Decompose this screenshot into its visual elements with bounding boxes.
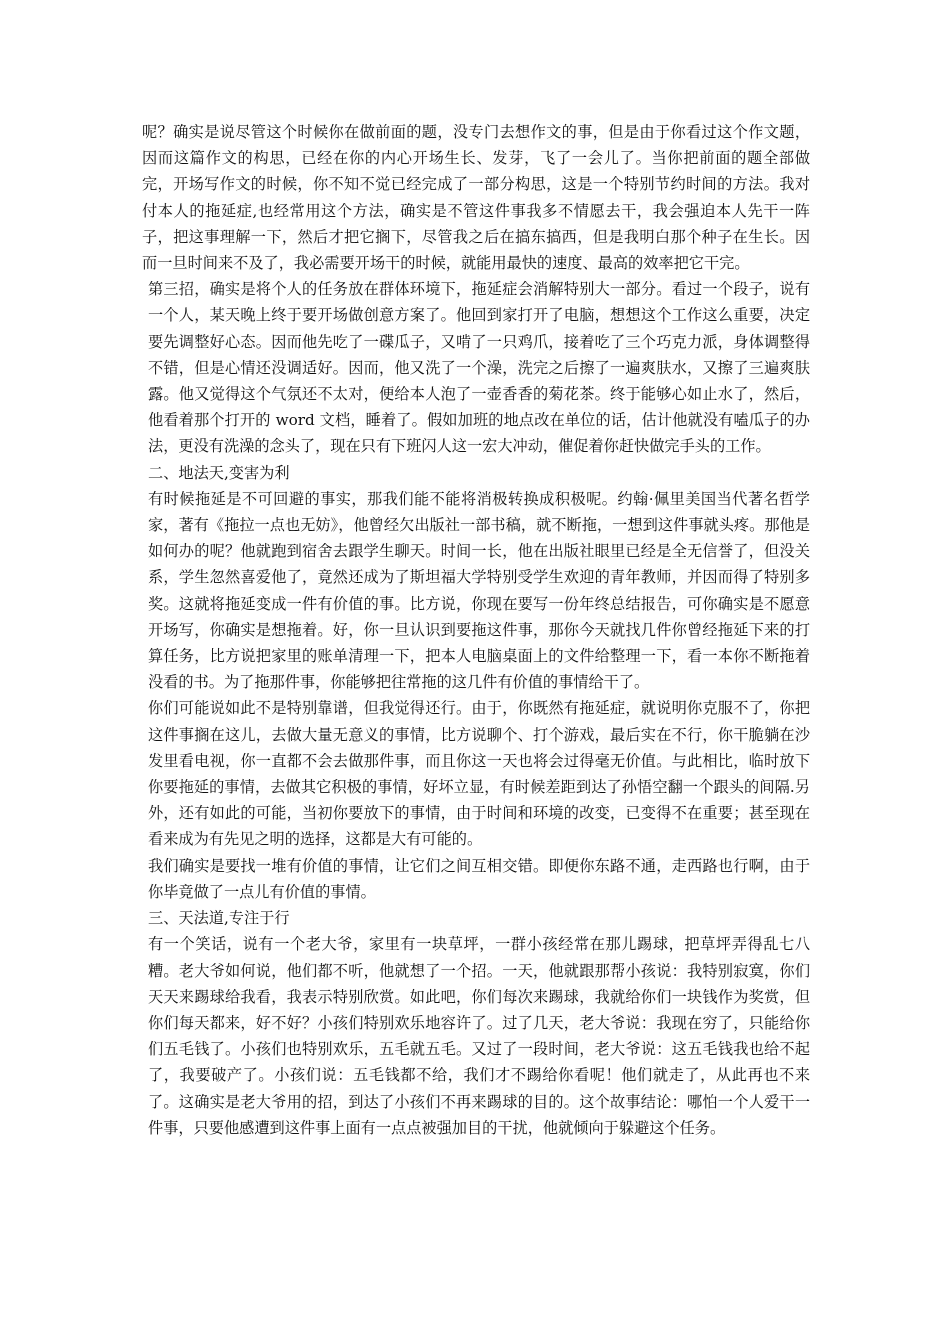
- paragraph-not-reliable: 你们可能说如此不是特别靠谱，但我觉得还行。由于，你既然有拖延症，就说明你克服不了，你把这件事搁在这儿，去做大量无意义的事情，比方说聊个、打个游戏，最后实在不行，你干脆躺在沙发里看电视，你一直都不会去做那件事，而且你这一天也将会过得毫无价值。与此相比，临时放下你要拖延的事情，去做其它积极的事情，好坏立显，有时候差距到达了孙悟空翻一个跟头的间隔.另外，还有如此的可能，当初你要放下的事情，由于时间和环境的改变，已变得不在重要；甚至现在看来成为有先见之明的选择，这都是大有可能的。: [148, 699, 810, 849]
- section-heading-3: 三、天法道,专注于行: [148, 909, 290, 928]
- paragraph-old-man-story: 有一个笑话，说有一个老大爷，家里有一块草坪，一群小孩经常在那儿踢球，把草坪弄得乱七八糟。老大爷如何说，他们都不听，他就想了一个招。一天，他就跟那帮小孩说：我特别寂寞，你们天天来踢球给我看，我表示特别欣赏。如此吧，你们每次来踢球，我就给你们一块钱作为奖赏，但你们每天都来，好不好？小孩们特别欢乐地容许了。过了几天，老大爷说：我现在穷了，只能给你们五毛钱了。小孩们也特别欢乐，五毛就五毛。又过了一段时间，老大爷说：这五毛钱我也给不起了，我要破产了。小孩们说：五毛钱都不给，我们才不踢给你看呢！他们就走了，从此再也不来了。这确实是老大爷用的招，到达了小孩们不再来踢球的目的。这个故事结论：哪怕一个人爱干一件事，只要他感遭到这件事上面有一点点被强加目的干扰，他就倾向于躲避这个任务。: [148, 935, 810, 1137]
- paragraph-john-perry: 有时候拖延是不可回避的事实，那我们能不能将消极转换成积极呢。约翰·佩里美国当代著名哲学家，著有《拖拉一点也无妨》，他曾经欠出版社一部书稿，就不断拖，一想到这件事就头疼。那他是如何办的呢？他就跑到宿舍去跟学生聊天。时间一长，他在出版社眼里已经是全无信誉了，但没关系，学生忽然喜爱他了，竟然还成为了斯坦福大学特别受学生欢迎的青年教师，并因而得了特别多奖。这就将拖延变成一件有价值的事。比方说，你现在要写一份年终总结报告，可你确实是不愿意开场写，你确实是想拖着。好，你一旦认识到要拖这件事，那你今天就找几件你曾经拖延下来的打算任务，比方说把家里的账单清理一下，把本人电脑桌面上的文件给整理一下，看一本你不断拖着没看的书。为了拖那件事，你能够把往常拖的这几件有价值的事情给干了。: [148, 489, 810, 692]
- paragraph-third-tip: 第三招，确实是将个人的任务放在群体环境下，拖延症会消解特别大一部分。看过一个段子，说有一个人，某天晚上终于要开场做创意方案了。他回到家打开了电脑，想想这个工作这么重要，决定要先调整好心态。因而他先吃了一碟瓜子，又啃了一只鸡爪，接着吃了三个巧克力派，身体调整得不错，但是心情还没调适好。因而，他又洗了一个澡，洗完之后擦了一遍爽肤水，又擦了三遍爽肤露。他又觉得这个气氛还不太对，便给本人泡了一壶香香的菊花茶。终于能够心如止水了，然后，他看着那个打开的 word 文档，睡着了。假如加班的地点改在单位的话，估计他就没有嗑瓜子的办法，更没有洗澡的念头了，现在只有下班闪人这一宏大冲动，催促着你赶快做完手头的工作。: [148, 280, 810, 456]
- document-page: [142, 119, 810, 1141]
- paragraph-time-saving-method: 呢？确实是说尽管这个时候你在做前面的题，没专门去想作文的事，但是由于你看过这个作文题，因而这篇作文的构思，已经在你的内心开场生长、发芽，飞了一会儿了。当你把前面的题全部做完，开场写作文的时候，你不知不觉已经完成了一部分构思，这是一个特别节约时间的方法。我对付本人的拖延症,也经常用这个方法，确实是不管这件事我多不情愿去干，我会强迫本人先干一阵子，把这事理解一下，然后才把它搁下，尽管我之后在搞东搞西，但是我明白那个种子在生长。因而一旦时间来不及了，我必需要开场干的时候，就能用最快的速度、最高的效率把它干完。: [142, 123, 810, 273]
- section-heading-2: 二、地法天,变害为利: [148, 463, 290, 482]
- paragraph-valuable-things: 我们确实是要找一堆有价值的事情，让它们之间互相交错。即便你东路不通，走西路也行啊，由于你毕竟做了一点儿有价值的事情。: [148, 856, 810, 901]
